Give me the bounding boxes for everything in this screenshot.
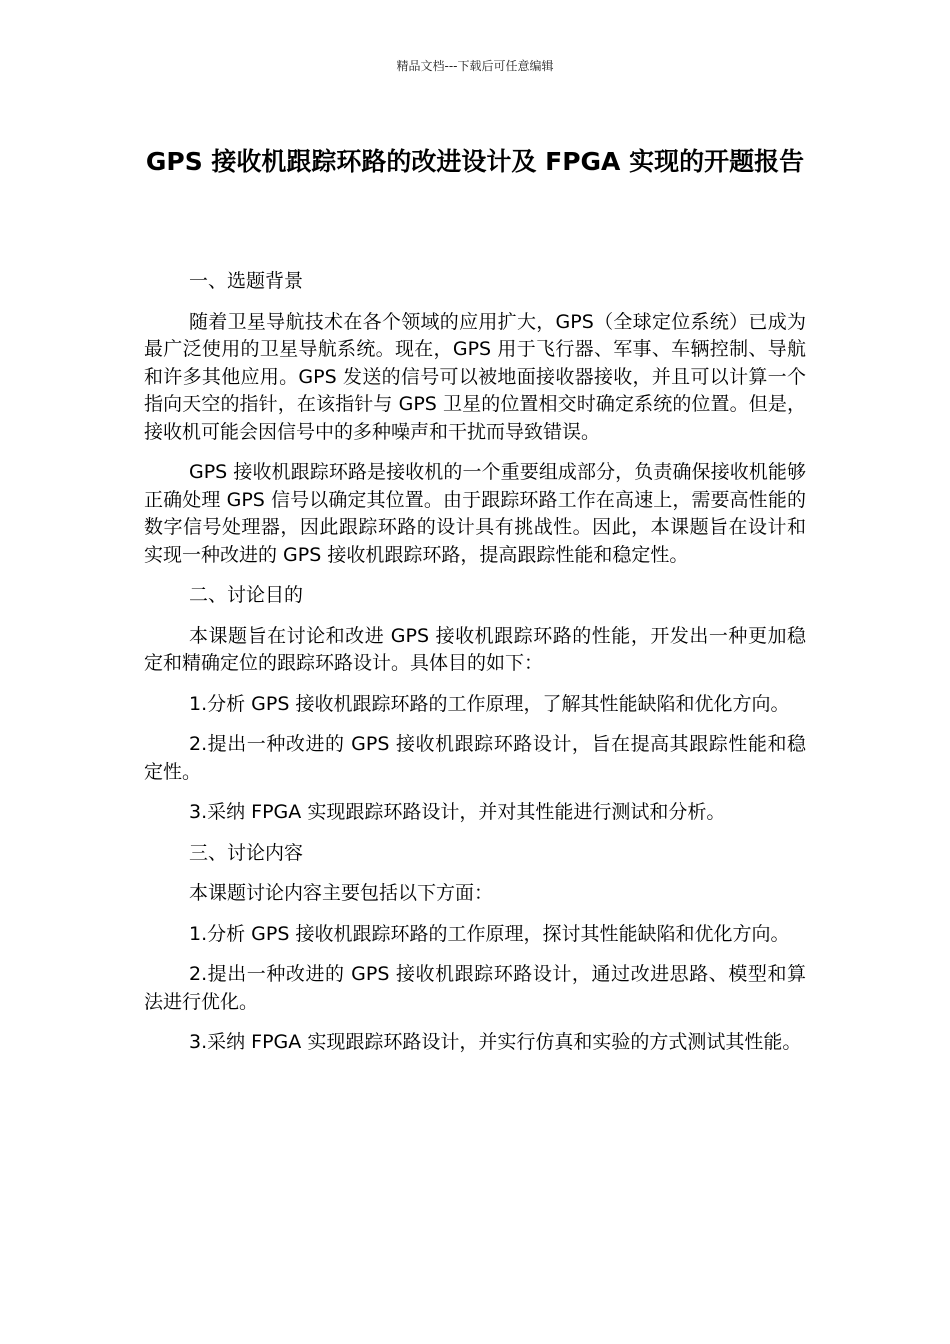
list-item: 1.分析 GPS 接收机跟踪环路的工作原理，了解其性能缺陷和优化方向。 [189, 692, 790, 715]
list-item: 3.采纳 FPGA 实现跟踪环路设计，并实行仿真和实验的方式测试其性能。 [189, 1031, 802, 1053]
list-item: 3.采纳 FPGA 实现跟踪环路设计，并对其性能进行测试和分析。 [189, 801, 726, 823]
page-header: 精品文档---下载后可任意编辑 [396, 59, 554, 73]
paragraph: 本课题旨在讨论和改进 GPS 接收机跟踪环路的性能，开发出一种更加稳定和精确定位的跟踪环路设计。具体目的如下： [144, 624, 806, 674]
list-item: 2.提出一种改进的 GPS 接收机跟踪环路设计，旨在提高其跟踪性能和稳定性。 [144, 733, 806, 783]
document-title: GPS 接收机跟踪环路的改进设计及 FPGA 实现的开题报告 [145, 147, 805, 176]
paragraph: 本课题讨论内容主要包括以下方面： [189, 882, 494, 904]
list-item: 1.分析 GPS 接收机跟踪环路的工作原理，探讨其性能缺陷和优化方向。 [189, 922, 790, 945]
section-heading-content: 三、讨论内容 [189, 841, 304, 864]
section-heading-purpose: 二、讨论目的 [189, 584, 304, 606]
list-item: 2.提出一种改进的 GPS 接收机跟踪环路设计，通过改进思路、模型和算法进行优化。 [144, 963, 806, 1013]
paragraph: 随着卫星导航技术在各个领域的应用扩大，GPS（全球定位系统）已成为最广泛使用的卫星导航系统。现在，GPS 用于飞行器、军事、车辆控制、导航和许多其他应用。GPS 发送的信号可以被地面接收器接收，并且可以计算一个指向天空的指针，在该指针与 GPS 卫星的位置相交时确定系统的位置。但是，接收机可能会因信号中的多种噪声和干扰而导致错误。 [144, 310, 806, 443]
section-heading-background: 一、选题背景 [189, 270, 304, 292]
document-body [144, 268, 806, 1070]
paragraph: GPS 接收机跟踪环路是接收机的一个重要组成部分，负责确保接收机能够正确处理 GPS 信号以确定其位置。由于跟踪环路工作在高速上，需要高性能的数字信号处理器，因此跟踪环路的设计具有挑战性。因此，本课题旨在设计和实现一种改进的 GPS 接收机跟踪环路，提高跟踪性能和稳定性。 [144, 461, 806, 566]
